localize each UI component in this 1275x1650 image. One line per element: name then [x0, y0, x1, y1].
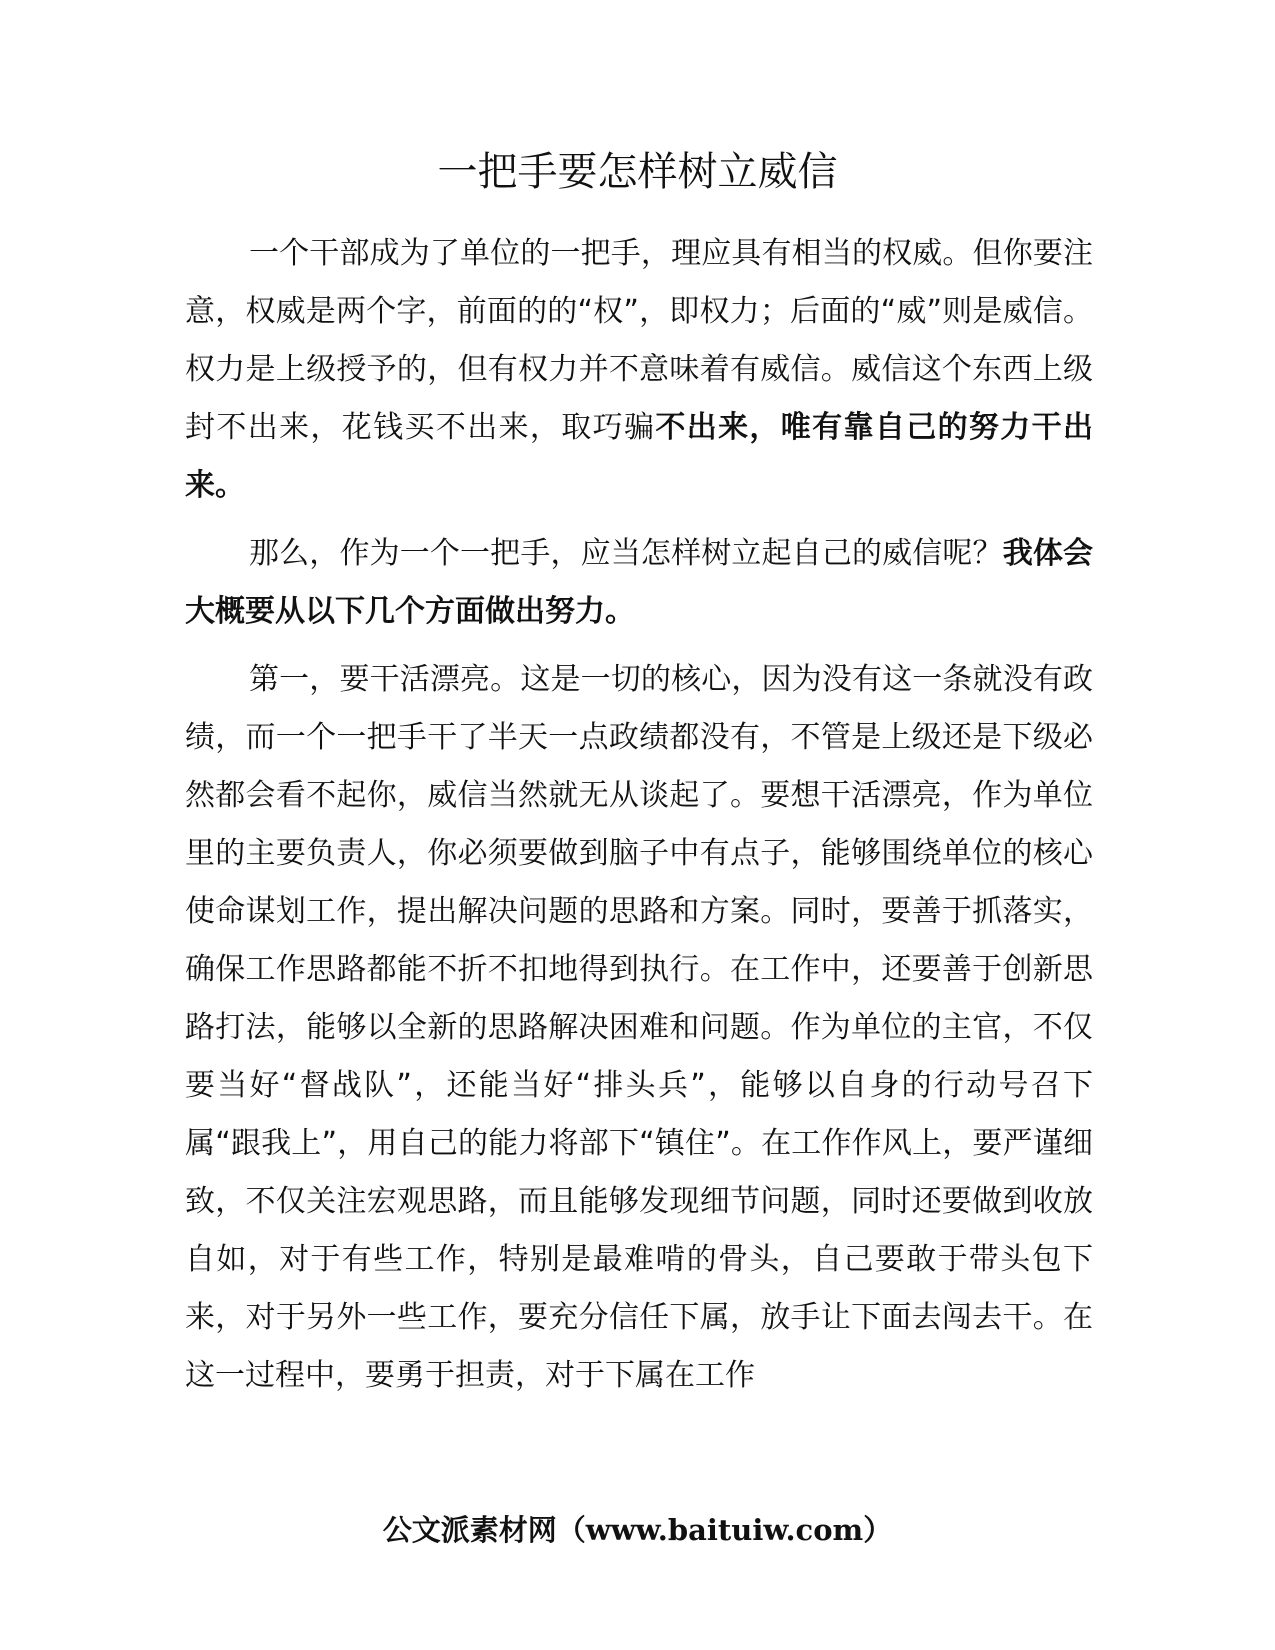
paragraph-2-text: 那么，作为一个一把手，应当怎样树立起自己的威信呢？: [249, 536, 1003, 571]
paragraph-1-text: 一个干部成为了单位的一把手，理应具有相当的权威。但你要注意，权威是两个字，前面的的“权”，即权力；后面的“威”则是威信。权力是上级授予的，但有权力并不意味着有威信。威信这个东西上级封不出来，花钱买不出来，取巧骗: [185, 236, 1093, 445]
page-footer-watermark: 公文派素材网（www.baituiw.com）: [382, 1513, 893, 1547]
document-body: [185, 225, 1093, 1415]
paragraph-2: [185, 525, 1093, 641]
paragraph-1-bold-text: 不出来，唯有靠自己的努力干出来。: [185, 410, 1094, 503]
paragraph-2-bold-text: 我体会大概要从以下几个方面做出努力。: [185, 536, 1093, 629]
paragraph-3-text: 第一，要干活漂亮。这是一切的核心，因为没有这一条就没有政绩，而一个一把手干了半天一点政绩都没有，不管是上级还是下级必然都会看不起你，威信当然就无从谈起了。要想干活漂亮，作为单位里的主要负责人，你必须要做到脑子中有点子，能够围绕单位的核心使命谋划工作，提出解决问题的思路和方案。同时，要善于抓落实，确保工作思路都能不折不扣地得到执行。在工作中，还要善于创新思路打法，能够以全新的思路解决困难和问题。作为单位的主官，不仅要当好“督战队”，还能当好“排头兵”，能够以自身的行动号召下属“跟我上”，用自己的能力将部下“镇住”。在工作作风上，要严谨细致，不仅关注宏观思路，而且能够发现细节问题，同时还要做到收放自如，对于有些工作，特别是最难啃的骨头，自己要敢于带头包下来，对于另外一些工作，要充分信任下属，放手让下面去闯去干。在这一过程中，要勇于担责，对于下属在工作: [185, 662, 1093, 1393]
document-title: 一把手要怎样树立威信: [437, 149, 838, 195]
paragraph-3: [185, 651, 1093, 1405]
paragraph-1: [185, 225, 1093, 515]
